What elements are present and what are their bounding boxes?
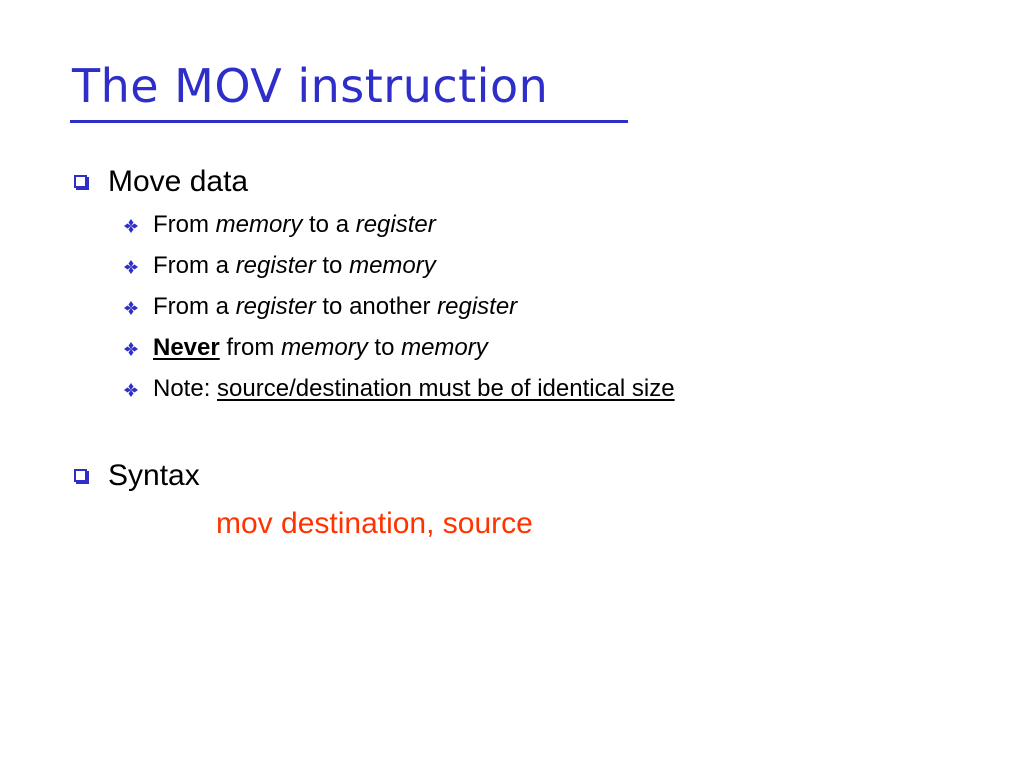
- bullet-label: Move data: [108, 165, 249, 198]
- bullet-label: Syntax: [108, 459, 200, 492]
- title-underline: [70, 120, 628, 123]
- slide-title: The MOV instruction: [72, 59, 549, 113]
- note-underlined-text: source/destination must be of identical size: [217, 375, 675, 402]
- four-diamond-bullet-icon: [124, 342, 138, 356]
- sub-bullet-text: From a register to another register: [153, 293, 518, 320]
- four-diamond-bullet-icon: [124, 383, 138, 397]
- hollow-square-bullet-icon: [74, 469, 87, 482]
- sub-bullet-text: From a register to memory: [153, 252, 436, 279]
- sub-bullet-text: Note: source/destination must be of identical size: [153, 375, 675, 402]
- four-diamond-bullet-icon: [124, 301, 138, 315]
- never-emphasis: Never: [153, 334, 220, 361]
- sub-bullet-text: From memory to a register: [153, 211, 436, 238]
- hollow-square-bullet-icon: [74, 175, 87, 188]
- sub-bullet-text: Never from memory to memory: [153, 334, 488, 361]
- four-diamond-bullet-icon: [124, 219, 138, 233]
- four-diamond-bullet-icon: [124, 260, 138, 274]
- syntax-code: mov destination, source: [216, 507, 533, 540]
